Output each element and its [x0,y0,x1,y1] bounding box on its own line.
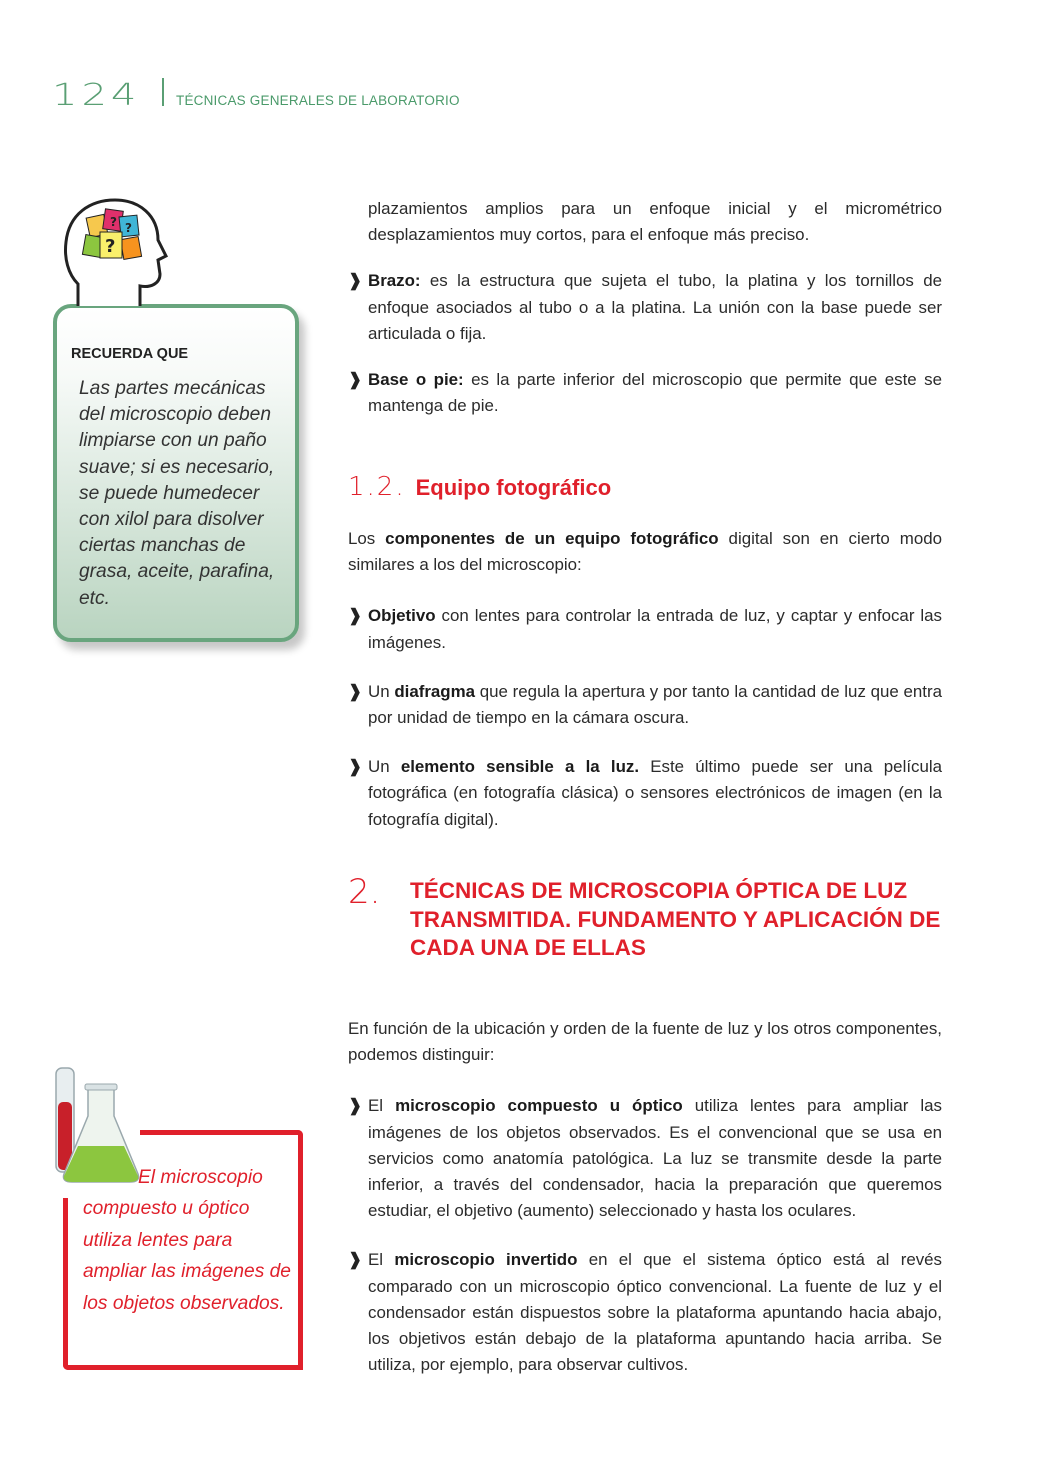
intro-paragraph: Los componentes de un equipo fotográfico digital son en cierto modo similares a los del microscopio: [348,529,942,575]
list-item: ❱ Un elemento sensible a la luz. Este último puede ser una película fotográfica (en fotografía clásica) o sensores electrónicos de imagen (en la fotografía digital). [348,754,942,833]
note-frame-right [298,1130,303,1370]
bullet-arrow-icon: ❱ [348,1250,363,1270]
continuation-paragraph: plazamientos amplios para un enfoque inicial y el micrométrico desplazamientos muy cortos, para el enfoque más preciso. [368,199,942,245]
note-frame-top [140,1130,303,1135]
bullet-arrow-icon: ❱ [348,1096,363,1116]
main-column-middle [348,526,942,833]
running-header-title: TÉCNICAS GENERALES DE LABORATORIO [176,93,460,108]
note-text [83,1162,293,1319]
thinking-head-icon [60,196,170,306]
list-item: ❱ El microscopio compuesto u óptico utiliza lentes para ampliar las imágenes de los objetos observados. Es el convencional que se usa en servicios como anatomía patológica. La luz se transmite desde la parte inferior, a través del condensador, hacia la preparación que queremos estudiar, el objetivo (aumento) seleccionado y hasta los oculares. [348,1093,942,1224]
svg-text:?: ? [110,215,117,229]
note-frame-bottom [63,1365,303,1370]
bullet-arrow-icon: ❱ [348,370,363,390]
section-title: Equipo fotográfico [415,475,612,500]
bullet-arrow-icon: ❱ [348,606,363,626]
list-item: ❱ Objetivo con lentes para controlar la entrada de luz, y captar y enfocar las imágenes. [348,603,942,655]
section-heading-2 [348,872,950,963]
svg-text:?: ? [105,236,116,257]
header-divider [162,78,164,106]
page-number: 124 [52,78,141,113]
list-item: ❱ Brazo: es la estructura que sujeta el tubo, la platina y los tornillos de enfoque asociados al tubo o a la platina. La unión con la base puede ser articulada o fija. [348,268,942,347]
note-frame-left [63,1198,68,1370]
bullet-arrow-icon: ❱ [348,757,363,777]
section-heading-1-2 [348,472,611,502]
bullet-arrow-icon: ❱ [348,681,363,701]
main-column-bottom [348,1016,942,1378]
intro-paragraph: En función de la ubicación y orden de la fuente de luz y los otros componentes, podemos distinguir: [348,1019,942,1065]
bullet-arrow-icon: ❱ [348,271,363,291]
main-column-top [348,196,942,419]
note-text-rest: compuesto u óptico utiliza lentes para ampliar las imágenes de los objetos observados. [83,1198,291,1314]
list-item: ❱ Un diafragma que regula la apertura y por tanto la cantidad de luz que entra por unidad de tiempo en la cámara oscura. [348,679,942,731]
list-item: ❱ Base o pie: es la parte inferior del microscopio que permite que este se mantenga de pie. [348,367,942,419]
section-number: 2. [348,872,381,912]
svg-text:?: ? [125,221,132,235]
section-title: TÉCNICAS DE MICROSCOPIA ÓPTICA DE LUZ TRANSMITIDA. FUNDAMENTO Y APLICACIÓN DE CADA UNA DE ELLAS [410,878,941,960]
recuerda-box [53,304,299,642]
recuerda-text: Las partes mecánicas del microscopio deben limpiarse con un paño suave; si es necesario, se puede humedecer con xilol para disolver ciertas manchas de grasa, aceite, parafina, etc. [79,378,275,609]
note-text-line1: El microscopio [138,1167,263,1188]
recuerda-title: RECUERDA QUE [71,346,189,362]
section-number: 1.2. [348,472,406,502]
list-item: ❱ El microscopio invertido en el que el sistema óptico está al revés comparado con un microscopio óptico convencional. La fuente de luz y el condensador están dispuestos sobre la plataforma apuntando hacia abajo, los objetivos están debajo de la plataforma apuntando hacia arriba. Se utiliza, por ejemplo, para observar cultivos. [348,1247,942,1378]
